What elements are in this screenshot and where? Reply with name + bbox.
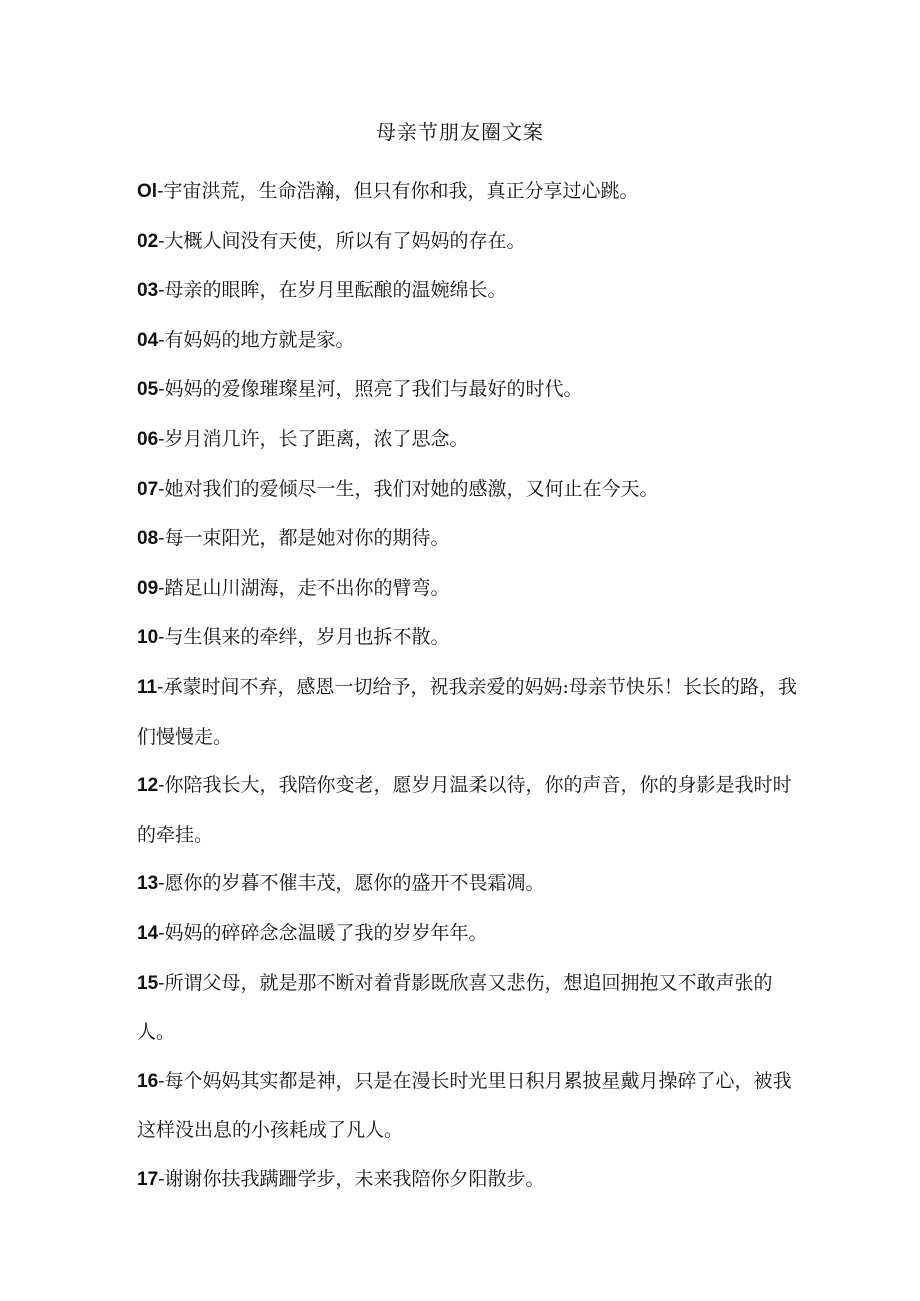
- entry-number: 14: [137, 922, 159, 944]
- entry-text: -大概人间没有天使，所以有了妈妈的存在。: [158, 229, 526, 252]
- list-item: [137, 167, 797, 217]
- entry-number: 06: [137, 428, 159, 450]
- entry-number: 13: [137, 873, 159, 895]
- list-item: [137, 761, 797, 859]
- entry-text: -有妈妈的地方就是家。: [158, 328, 355, 351]
- entry-text: -承蒙时间不弃，感恩一切给予，祝我亲爱的妈妈:母亲节快乐！长长的路，我们慢慢走。: [137, 675, 797, 748]
- entry-number: 07: [137, 478, 159, 500]
- entry-number: 11: [137, 676, 158, 698]
- entry-number: 15: [137, 972, 159, 994]
- entry-text: -岁月消几许，长了距离，浓了思念。: [158, 427, 469, 450]
- entry-text: -与生俱来的牵绊，岁月也拆不散。: [158, 626, 450, 649]
- entry-number: 10: [137, 627, 159, 649]
- list-item: [137, 465, 797, 515]
- list-item: [137, 1057, 797, 1155]
- list-item: [137, 959, 797, 1057]
- list-item: [137, 415, 797, 465]
- entry-number: Ol: [137, 181, 158, 202]
- list-item: [137, 365, 797, 415]
- entry-number: 02: [137, 230, 159, 252]
- list-item: [137, 859, 797, 909]
- entry-text: -愿你的岁暮不催丰茂，愿你的盛开不畏霜凋。: [158, 872, 545, 895]
- entry-text: -妈妈的爱像璀璨星河，照亮了我们与最好的时代。: [158, 378, 583, 401]
- entry-number: 08: [137, 528, 159, 550]
- list-item: [137, 1155, 797, 1205]
- entry-text: -妈妈的碎碎念念温暖了我的岁岁年年。: [158, 921, 488, 944]
- entry-number: 17: [137, 1168, 159, 1190]
- entry-number: 05: [137, 379, 159, 401]
- list-item: [137, 909, 797, 959]
- entry-number: 03: [137, 280, 159, 302]
- document-title: 母亲节朋友圈文案: [376, 120, 544, 144]
- entry-list: [137, 167, 797, 1204]
- entry-text: -你陪我长大，我陪你变老，愿岁月温柔以待，你的声音，你的身影是我时时的牵挂。: [137, 774, 792, 846]
- list-item: [137, 316, 797, 366]
- list-item: [137, 663, 797, 761]
- list-item: [137, 217, 797, 267]
- entry-number: 12: [137, 775, 159, 797]
- entry-text: -她对我们的爱倾尽一生，我们对她的感激，又何止在今天。: [158, 477, 659, 500]
- list-item: [137, 564, 797, 614]
- list-item: [137, 266, 797, 316]
- entry-number: 16: [137, 1070, 159, 1092]
- entry-text: -谢谢你扶我蹒跚学步，未来我陪你夕阳散步。: [158, 1167, 545, 1190]
- entry-text: -母亲的眼眸，在岁月里酝酿的温婉绵长。: [158, 279, 507, 302]
- entry-text: -宇宙洪荒，生命浩瀚，但只有你和我，真正分享过心跳。: [157, 180, 639, 202]
- entry-text: -踏足山川湖海，走不出你的臂弯。: [158, 576, 450, 599]
- list-item: [137, 613, 797, 663]
- entry-text: -每个妈妈其实都是神，只是在漫长时光里日积月累披星戴月操碎了心，被我这样没出息的小孩耗成了凡人。: [137, 1069, 792, 1142]
- entry-text: -每一束阳光，都是她对你的期待。: [158, 527, 450, 550]
- list-item: [137, 514, 797, 564]
- entry-number: 09: [137, 577, 159, 599]
- entry-text: -所谓父母，就是那不断对着背影既欣喜又悲伤，想追回拥抱又不敢声张的人。: [137, 971, 773, 1044]
- entry-number: 04: [137, 329, 159, 351]
